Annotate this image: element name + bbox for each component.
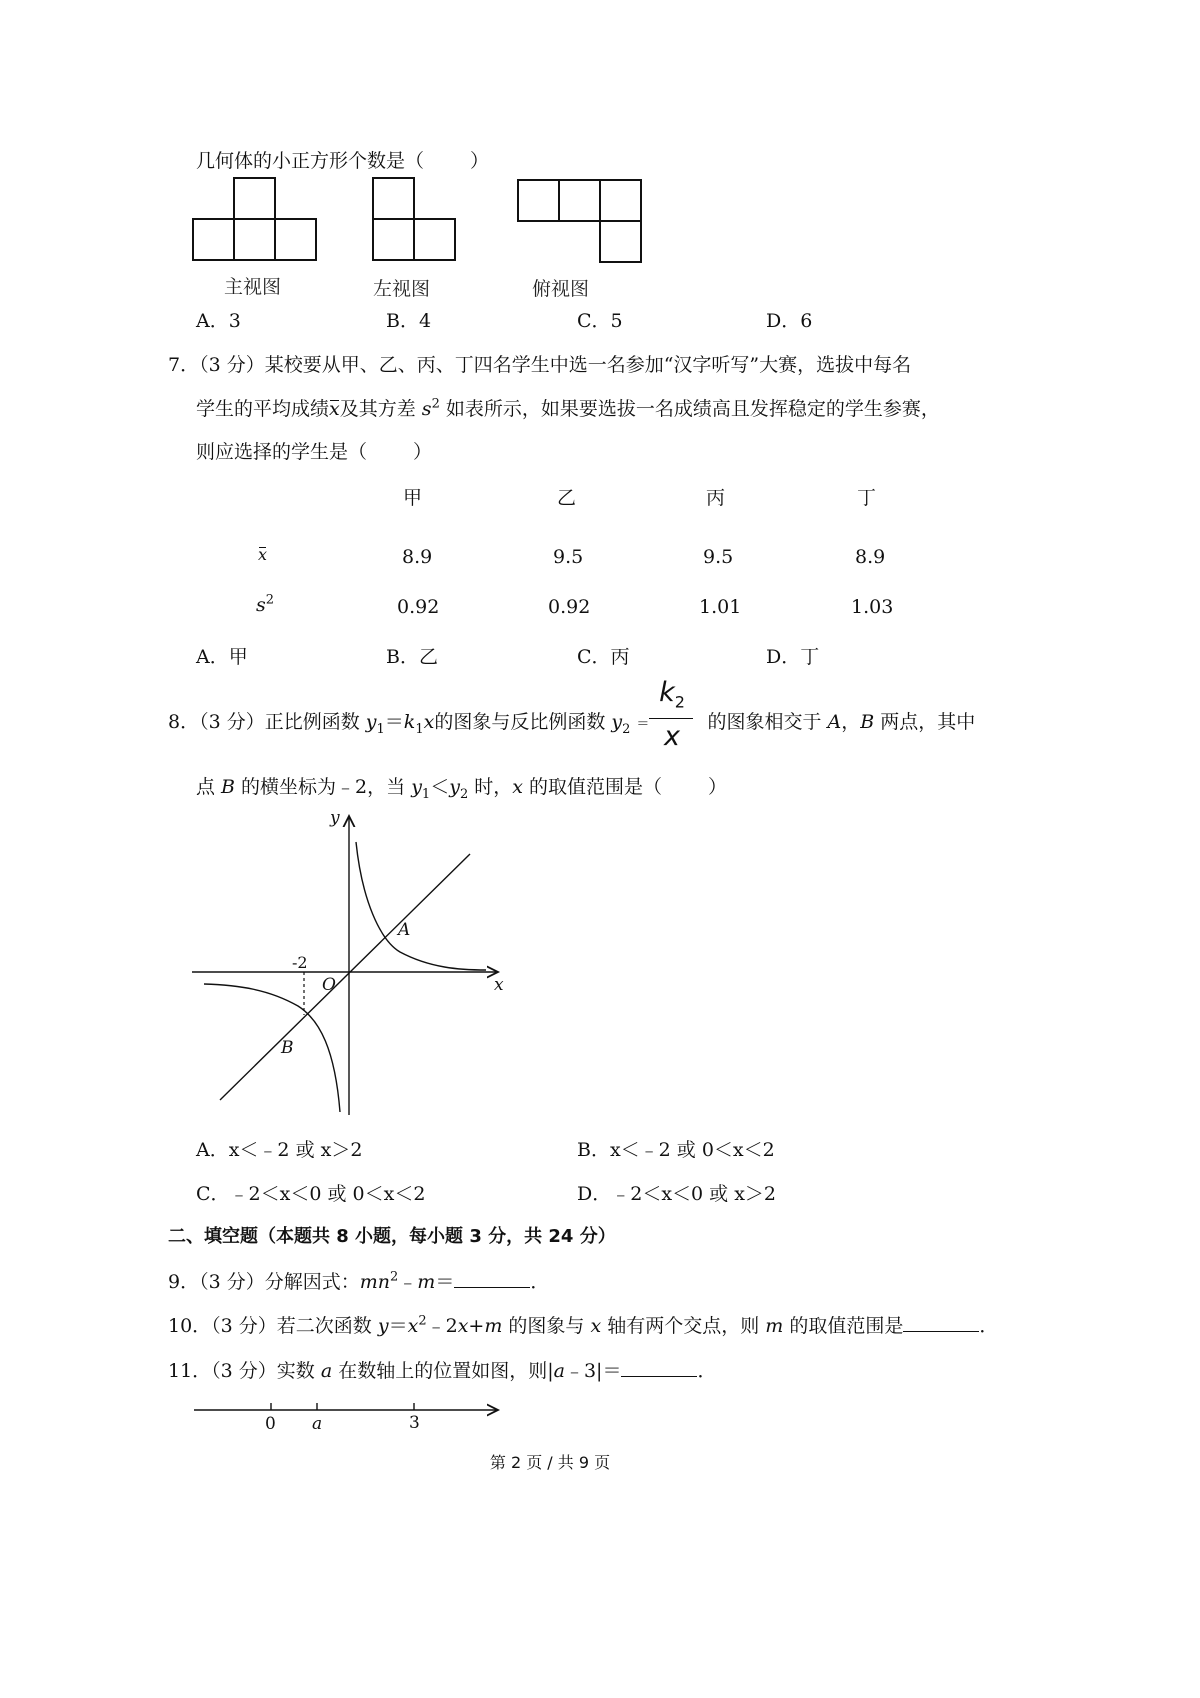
graph-label-o: O xyxy=(322,975,336,995)
q7-line1: 7．（3 分）某校要从甲、乙、丙、丁四名学生中选一名参加“汉字听写”大赛，选拔中每名 xyxy=(168,354,912,376)
top-view-cell xyxy=(600,180,641,221)
top-view-cell xyxy=(518,180,559,221)
q6-option-b: B．4 xyxy=(386,310,432,332)
top-view-cell xyxy=(600,221,641,262)
proportional-line xyxy=(220,854,470,1100)
table-header-jia: 甲 xyxy=(403,487,423,509)
table-row-var-label: $s^2$ xyxy=(256,592,275,616)
graph-label-a: A xyxy=(398,920,411,940)
left-view-cell xyxy=(414,219,455,260)
q7-line3: 则应选择的学生是（ ） xyxy=(196,441,433,463)
hyperbola-branch-1 xyxy=(356,842,486,970)
q8-line1: 8．（3 分）正比例函数 $y_1=k_1x$的图象与反比例函数 $y_2$ ＝ 的图象相交于 A，B 两点，其中 xyxy=(168,711,976,737)
q7-option-a: A．甲 xyxy=(196,646,248,668)
table-header-yi: 乙 xyxy=(557,487,577,509)
number-line xyxy=(188,1398,508,1422)
q6-text: 几何体的小正方形个数是（ ） xyxy=(196,150,490,172)
table-mean-yi: 9.5 xyxy=(553,546,584,568)
table-var-jia: 0.92 xyxy=(397,596,440,618)
top-view-cell xyxy=(559,180,600,221)
number-line-label-zero: 0 xyxy=(265,1414,276,1434)
section-heading: 二、填空题（本题共 8 小题，每小题 3 分，共 24 分） xyxy=(168,1226,616,1247)
table-mean-bing: 9.5 xyxy=(703,546,734,568)
table-header-bing: 丙 xyxy=(706,487,726,509)
fraction-denominator: x xyxy=(664,721,680,752)
left-view-cell xyxy=(373,219,414,260)
graph-label-neg2: -2 xyxy=(292,953,308,972)
function-graph xyxy=(180,800,520,1120)
graph-label-b: B xyxy=(281,1038,294,1058)
q6-option-c: C．5 xyxy=(577,310,623,332)
table-header-ding: 丁 xyxy=(857,487,877,509)
front-view-cell xyxy=(193,219,234,260)
graph-label-y: y xyxy=(330,808,340,828)
graph-label-x: x xyxy=(494,975,504,995)
q8-line2: 点 B 的横坐标为﹣2，当 $y_1<y_2$ 时，x 的取值范围是（ ） xyxy=(196,776,728,802)
q7-option-d: D．丁 xyxy=(766,646,820,668)
table-var-bing: 1.01 xyxy=(699,596,742,618)
front-view-cell xyxy=(234,219,275,260)
answer-blank xyxy=(621,1358,697,1377)
front-view-cell xyxy=(275,219,316,260)
answer-blank xyxy=(903,1313,979,1332)
q8-option-c: C．﹣2＜x＜0 或 0＜x＜2 xyxy=(196,1183,426,1205)
answer-blank xyxy=(454,1269,530,1288)
q7-line2: 学生的平均成绩x及其方差 $s^2$ 如表所示，如果要选拔一名成绩高且发挥稳定的学生参赛， xyxy=(196,396,940,420)
q10-text: 10．（3 分）若二次函数 $y=x^2﹣2x+m$ 的图象与 x 轴有两个交点，则 m 的取值范围是 ． xyxy=(168,1313,999,1337)
q8-option-a: A．x＜﹣2 或 x＞2 xyxy=(196,1139,363,1161)
q8-option-d: D．﹣2＜x＜0 或 x＞2 xyxy=(577,1183,777,1205)
q7-option-c: C．丙 xyxy=(577,646,630,668)
page-footer: 第 2 页 / 共 9 页 xyxy=(489,1453,611,1472)
table-row-mean-label: x xyxy=(258,545,268,564)
left-view-cell xyxy=(373,178,414,219)
q6-option-d: D．6 xyxy=(766,310,813,332)
top-view-label: 俯视图 xyxy=(532,278,590,300)
q11-text: 11．（3 分）实数 a 在数轴上的位置如图，则|a﹣3|＝ ． xyxy=(168,1360,717,1382)
table-mean-jia: 8.9 xyxy=(402,546,433,568)
q6-option-a: A．3 xyxy=(196,310,241,332)
front-view-label: 主视图 xyxy=(224,276,282,298)
number-line-label-a: a xyxy=(312,1414,323,1434)
q9-text: 9．（3 分）分解因式：$mn^2﹣m=$ ． xyxy=(168,1269,550,1293)
table-var-yi: 0.92 xyxy=(548,596,591,618)
fraction-numerator: $k_2$ xyxy=(659,677,685,712)
table-var-ding: 1.03 xyxy=(851,596,894,618)
table-mean-ding: 8.9 xyxy=(855,546,886,568)
fraction-bar xyxy=(649,718,693,719)
q8-option-b: B．x＜﹣2 或 0＜x＜2 xyxy=(577,1139,775,1161)
number-line-label-three: 3 xyxy=(409,1413,420,1433)
q7-option-b: B．乙 xyxy=(386,646,438,668)
left-view-label: 左视图 xyxy=(373,278,431,300)
front-view-cell xyxy=(234,178,275,219)
